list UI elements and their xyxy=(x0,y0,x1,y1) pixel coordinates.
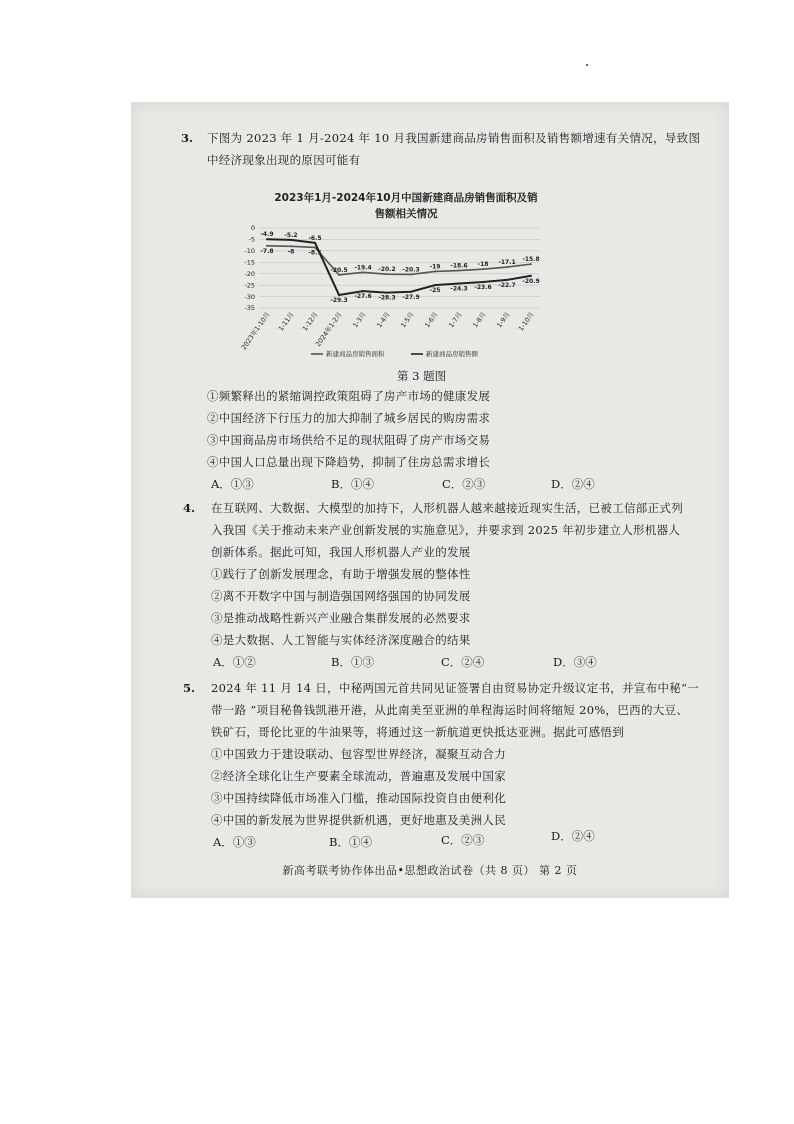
data-point xyxy=(458,283,460,285)
data-label: -5.2 xyxy=(284,231,298,239)
data-label: -15.8 xyxy=(522,256,540,264)
q4-item-3: ③是推动战略性新兴产业融合集群发展的必然要求 xyxy=(211,611,471,625)
data-point xyxy=(482,268,484,270)
data-label: -28.3 xyxy=(378,294,396,302)
q4-option-a[interactable]: A．①② xyxy=(213,655,256,669)
x-tick-label: 1-9月 xyxy=(495,310,512,330)
data-point xyxy=(290,245,292,247)
data-point xyxy=(482,281,484,283)
q3-number: 3. xyxy=(181,131,194,145)
q3-option-d[interactable]: D．②④ xyxy=(551,477,595,491)
exam-page xyxy=(131,102,729,898)
data-point xyxy=(410,273,412,275)
q3-item-3: ③中国商品房市场供给不足的现状阻碍了房产市场交易 xyxy=(207,433,491,447)
x-tick-label: 2024年1-2月 xyxy=(314,310,344,349)
data-label: -17.1 xyxy=(498,259,516,267)
data-point xyxy=(362,271,364,273)
q4-option-b[interactable]: B．①③ xyxy=(331,655,374,669)
data-point xyxy=(434,270,436,272)
x-tick-label: 1-7月 xyxy=(447,310,464,330)
x-axis xyxy=(239,310,536,351)
y-tick-label: -30 xyxy=(244,292,255,301)
data-label: -7.8 xyxy=(260,247,274,255)
stray-dot xyxy=(586,64,588,66)
chart-title-line2: 售额相关情况 xyxy=(374,208,438,220)
legend-label: 新建商品房销售面积 xyxy=(326,350,385,358)
q4-stem-line3: 创新体系。据此可知，我国人形机器人产业的发展 xyxy=(211,545,471,559)
sales-chart xyxy=(221,184,551,364)
data-label: -19.4 xyxy=(354,264,372,272)
data-point xyxy=(530,275,532,277)
q5-item-3: ③中国持续降低市场准入门槛，推动国际投资自由便利化 xyxy=(211,791,506,805)
q5-stem-line3: 铁矿石，哥伦比亚的牛油果等，将通过这一新航道更快抵达亚洲。据此可感悟到 xyxy=(211,725,624,739)
y-tick-label: -10 xyxy=(244,247,255,256)
data-point xyxy=(506,279,508,281)
q4-stem-line2: 入我国《关于推动未来产业创新发展的实施意见》，并要求到 2025 年初步建立人形机器人 xyxy=(211,523,681,537)
data-point xyxy=(338,294,340,296)
q5-item-2: ②经济全球化让生产要素全球流动，普遍惠及发展中国家 xyxy=(211,769,506,783)
data-label: -8 xyxy=(287,248,295,256)
data-label: -22.7 xyxy=(498,281,516,289)
data-point xyxy=(410,291,412,293)
q5-stem-line1: 2024 年 11 月 14 日，中秘两国元首共同见证签署自由贸易协定升级议定书，并宣布中秘“一 xyxy=(211,681,700,695)
data-point xyxy=(434,284,436,286)
data-point xyxy=(386,292,388,294)
y-tick-label: -35 xyxy=(244,304,255,313)
data-point xyxy=(314,242,316,244)
q3-figure-caption: 第 3 题图 xyxy=(397,369,447,383)
q5-option-d[interactable]: D．②④ xyxy=(551,829,595,843)
data-label: -24.3 xyxy=(450,285,468,293)
series-group xyxy=(260,231,539,304)
q5-number: 5. xyxy=(183,681,196,695)
y-tick-label: -25 xyxy=(244,281,255,290)
data-label: -8.5 xyxy=(308,249,322,257)
q3-item-4: ④中国人口总量出现下降趋势，抑制了住房总需求增长 xyxy=(207,455,491,469)
data-label: -20.3 xyxy=(402,266,420,274)
data-label: -4.9 xyxy=(260,231,274,239)
chart-legend xyxy=(311,349,479,358)
data-label: -18 xyxy=(477,261,489,269)
q5-stem-line2: 带一路 ”项目秘鲁钱凯港开港，从此南美至亚洲的单程海运时间将缩短 20%，巴西的大豆、 xyxy=(211,703,689,717)
q3-item-1: ①频繁释出的紧缩调控政策阻碍了房产市场的健康发展 xyxy=(207,389,491,403)
data-label: -18.6 xyxy=(450,262,468,270)
q4-stem-line1: 在互联网、大数据、大模型的加持下，人形机器人越来越接近现实生活，已被工信部正式列 xyxy=(211,501,683,515)
q3-item-2: ②中国经济下行压力的加大抑制了城乡居民的购房需求 xyxy=(207,411,491,425)
q3-stem-line2: 中经济现象出现的原因可能有 xyxy=(207,153,361,167)
x-tick-label: 2023年1-10月 xyxy=(239,310,272,352)
y-tick-label: -5 xyxy=(248,235,255,244)
y-tick-label: -20 xyxy=(244,269,255,278)
y-tick-label: 0 xyxy=(250,224,255,233)
data-label: -25 xyxy=(429,287,441,295)
series-line-area xyxy=(267,246,531,275)
q5-option-c[interactable]: C．②③ xyxy=(441,833,485,847)
x-tick-label: 1-5月 xyxy=(399,310,416,330)
data-label: -20.9 xyxy=(522,277,540,285)
q5-option-a[interactable]: A．①③ xyxy=(213,835,256,849)
q3-option-b[interactable]: B．①④ xyxy=(331,477,374,491)
data-label: -27.6 xyxy=(354,293,372,301)
x-tick-label: 1-11月 xyxy=(276,310,296,333)
data-point xyxy=(362,290,364,292)
chart-title-line1: 2023年1月-2024年10月中国新建商品房销售面积及销 xyxy=(274,192,538,204)
q3-stem-line1: 下图为 2023 年 1 月-2024 年 10 月我国新建商品房销售面积及销售额增速有关情况，导致图 xyxy=(207,131,701,145)
data-point xyxy=(290,239,292,241)
x-tick-label: 1-4月 xyxy=(375,310,392,330)
data-label: -20.5 xyxy=(330,266,348,274)
data-point xyxy=(266,238,268,240)
q4-item-2: ②离不开数字中国与制造强国网络强国的协同发展 xyxy=(211,589,471,603)
data-label: -6.5 xyxy=(308,234,322,242)
data-point xyxy=(530,263,532,265)
q4-number: 4. xyxy=(183,501,196,515)
x-tick-label: 1-8月 xyxy=(471,310,488,330)
data-label: -19 xyxy=(429,263,441,271)
data-label: -23.6 xyxy=(474,283,492,291)
data-label: -27.9 xyxy=(402,293,420,301)
y-tick-label: -15 xyxy=(244,258,255,267)
data-point xyxy=(266,245,268,247)
data-label: -29.3 xyxy=(330,296,348,304)
q4-option-d[interactable]: D．③④ xyxy=(553,655,597,669)
data-point xyxy=(506,266,508,268)
data-point xyxy=(386,273,388,275)
x-tick-label: 1-6月 xyxy=(423,310,440,330)
data-point xyxy=(338,274,340,276)
q3-option-a[interactable]: A．①③ xyxy=(211,477,254,491)
legend-label: 新建商品房销售额 xyxy=(426,350,478,358)
q3-option-c[interactable]: C．②③ xyxy=(442,477,486,491)
q5-item-1: ①中国致力于建设联动、包容型世界经济，凝聚互动合力 xyxy=(211,747,506,761)
q4-item-1: ①践行了创新发展理念，有助于增强发展的整体性 xyxy=(211,567,471,581)
q4-option-c[interactable]: C．②④ xyxy=(441,655,485,669)
data-label: -20.2 xyxy=(378,266,396,274)
q4-item-4: ④是大数据、人工智能与实体经济深度融合的结果 xyxy=(211,633,471,647)
x-tick-label: 1-12月 xyxy=(300,310,320,333)
x-tick-label: 1-3月 xyxy=(351,310,368,330)
q5-option-b[interactable]: B．①④ xyxy=(329,835,372,849)
page-footer: 新高考联考协作体出品•思想政治试卷（共 8 页） 第 2 页 xyxy=(282,864,578,877)
q5-item-4: ④中国的新发展为世界提供新机遇，更好地惠及美洲人民 xyxy=(211,813,506,827)
data-point xyxy=(458,270,460,272)
x-tick-label: 1-10月 xyxy=(516,310,536,333)
